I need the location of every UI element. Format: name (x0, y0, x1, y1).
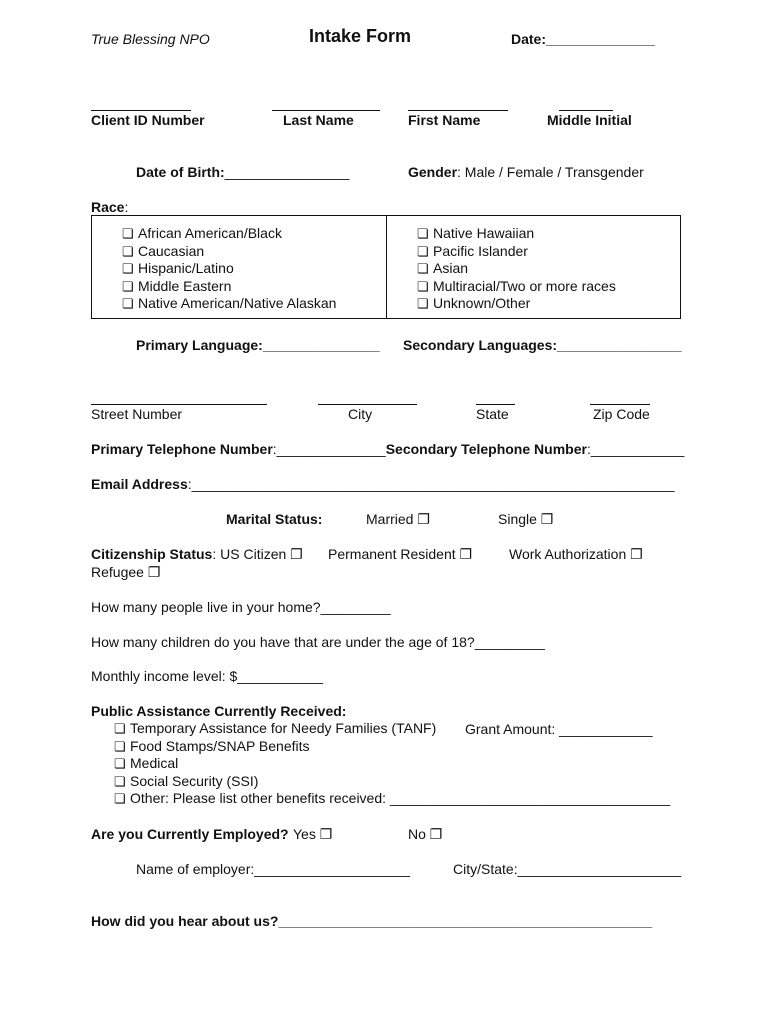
checkbox-icon[interactable]: ❏ (122, 226, 134, 241)
date-of-birth-field[interactable] (136, 164, 349, 181)
race-option[interactable] (122, 278, 336, 296)
monthly-income-field[interactable]: Monthly income level: $___________ (91, 668, 323, 684)
race-option[interactable] (122, 260, 336, 278)
race-label: Race (91, 199, 125, 215)
street-line[interactable] (91, 404, 267, 405)
primary-phone-blank[interactable]: :______________ (272, 441, 386, 457)
primary-phone-field[interactable] (91, 441, 684, 458)
organization-name: True Blessing NPO (91, 31, 210, 47)
race-option-label: African American/Black (138, 225, 282, 241)
married-option[interactable]: Married ❐ (366, 511, 430, 527)
secondary-phone-blank[interactable]: :____________ (586, 441, 685, 457)
page-title: Intake Form (309, 26, 412, 46)
primary-language-field[interactable]: Primary Language:_______________ (136, 337, 380, 353)
race-option-label: Asian (433, 260, 469, 276)
grant-amount-field[interactable]: Grant Amount: ____________ (465, 721, 653, 737)
citizenship-row (91, 546, 303, 563)
checkbox-icon[interactable]: ❏ (417, 226, 429, 241)
assistance-item[interactable] (114, 790, 670, 808)
gender-options[interactable]: : Male / Female / Transgender (457, 164, 644, 180)
referral-source-field[interactable]: How did you hear about us?________________________________________________ (91, 913, 653, 929)
dob-blank[interactable]: ________________ (224, 164, 350, 180)
assistance-item-label: Food Stamps/SNAP Benefits (130, 737, 310, 754)
race-heading (91, 199, 128, 216)
checkbox-icon[interactable]: ❏ (417, 296, 429, 311)
client-id-line[interactable] (91, 110, 191, 111)
race-option-label: Unknown/Other (433, 295, 531, 311)
assistance-item[interactable] (114, 773, 670, 791)
employment-question: Are you Currently Employed? (91, 826, 289, 842)
middle-initial-label: Middle Initial (547, 112, 632, 128)
zip-line[interactable] (590, 404, 650, 405)
assistance-item[interactable] (114, 755, 670, 773)
date-field[interactable]: Date:______________ (511, 31, 656, 47)
checkbox-icon[interactable]: ❏ (122, 243, 134, 259)
state-label: State (476, 406, 509, 422)
employed-no-option[interactable]: No ❐ (408, 826, 443, 842)
gender-label: Gender (408, 164, 458, 180)
city-line[interactable] (318, 404, 417, 405)
race-option[interactable] (417, 260, 616, 278)
checkbox-icon[interactable]: ❏ (114, 791, 126, 806)
checkbox-icon[interactable]: ❏ (114, 756, 126, 771)
state-line[interactable] (476, 404, 515, 405)
race-option-label: Middle Eastern (138, 277, 232, 294)
race-option[interactable] (417, 243, 616, 261)
race-option-label: Native American/Native Alaskan (138, 295, 337, 311)
assistance-item-label: Medical (130, 755, 179, 771)
email-blank[interactable]: :______________________________________________________________ (187, 476, 675, 492)
race-option-label: Hispanic/Latino (138, 260, 234, 276)
employer-city-state-field[interactable]: City/State:_____________________ (453, 861, 682, 877)
public-assistance-heading: Public Assistance Currently Received: (91, 703, 347, 719)
work-authorization-option[interactable]: Work Authorization ❐ (509, 546, 643, 562)
city-label: City (348, 406, 373, 422)
race-option-label: Native Hawaiian (433, 225, 535, 241)
checkbox-icon[interactable]: ❏ (114, 721, 126, 736)
assistance-item-label: Other: Please list other benefits received: ____________________________________ (130, 790, 671, 806)
race-colon: : (124, 199, 129, 215)
checkbox-icon[interactable]: ❏ (417, 243, 429, 259)
race-option[interactable] (122, 243, 336, 261)
children-question[interactable]: How many children do you have that are under the age of 18?_________ (91, 634, 545, 650)
race-option-label: Pacific Islander (433, 242, 528, 259)
checkbox-icon[interactable]: ❏ (122, 261, 134, 276)
us-citizen-option[interactable]: : US Citizen ❐ (212, 546, 303, 562)
street-label: Street Number (91, 406, 183, 422)
employer-name-field[interactable]: Name of employer:____________________ (136, 861, 410, 877)
race-option-label: Caucasian (138, 242, 205, 259)
email-field[interactable] (91, 476, 674, 493)
checkbox-icon[interactable]: ❏ (122, 278, 134, 294)
citizenship-label: Citizenship Status (91, 546, 213, 562)
household-size-question[interactable]: How many people live in your home?_________ (91, 599, 391, 615)
single-option[interactable]: Single ❐ (498, 511, 554, 527)
secondary-languages-field[interactable]: Secondary Languages:________________ (403, 337, 682, 353)
checkbox-icon[interactable]: ❏ (114, 738, 126, 754)
refugee-option[interactable]: Refugee ❐ (91, 564, 161, 580)
last-name-label: Last Name (283, 112, 354, 128)
race-option[interactable] (417, 295, 616, 313)
checkbox-icon[interactable]: ❏ (417, 278, 429, 294)
race-option[interactable] (417, 278, 616, 296)
assistance-item[interactable] (114, 738, 670, 756)
permanent-resident-option[interactable]: Permanent Resident ❐ (328, 546, 473, 562)
assistance-item-label: Temporary Assistance for Needy Families (TANF) (130, 720, 437, 736)
race-option[interactable] (122, 225, 336, 243)
race-option[interactable] (417, 225, 616, 243)
assistance-item-label: Social Security (SSI) (130, 772, 259, 789)
marital-status-label: Marital Status: (226, 511, 323, 527)
primary-phone-label: Primary Telephone Number (91, 441, 273, 457)
gender-field[interactable] (408, 164, 644, 181)
email-label: Email Address (91, 476, 188, 492)
race-option[interactable] (122, 295, 336, 313)
race-options-box (91, 215, 681, 319)
client-id-label: Client ID Number (91, 112, 205, 128)
zip-label: Zip Code (593, 406, 650, 422)
first-name-line[interactable] (408, 110, 508, 111)
checkbox-icon[interactable]: ❏ (122, 296, 134, 311)
middle-initial-line[interactable] (559, 110, 613, 111)
secondary-phone-label: Secondary Telephone Number (385, 441, 587, 457)
last-name-line[interactable] (272, 110, 380, 111)
first-name-label: First Name (408, 112, 481, 128)
checkbox-icon[interactable]: ❏ (114, 773, 126, 789)
dob-label: Date of Birth: (136, 164, 225, 180)
race-box-divider (386, 216, 387, 318)
checkbox-icon[interactable]: ❏ (417, 261, 429, 276)
race-option-label: Multiracial/Two or more races (433, 277, 616, 294)
employed-yes-option[interactable]: Yes ❐ (293, 826, 333, 842)
